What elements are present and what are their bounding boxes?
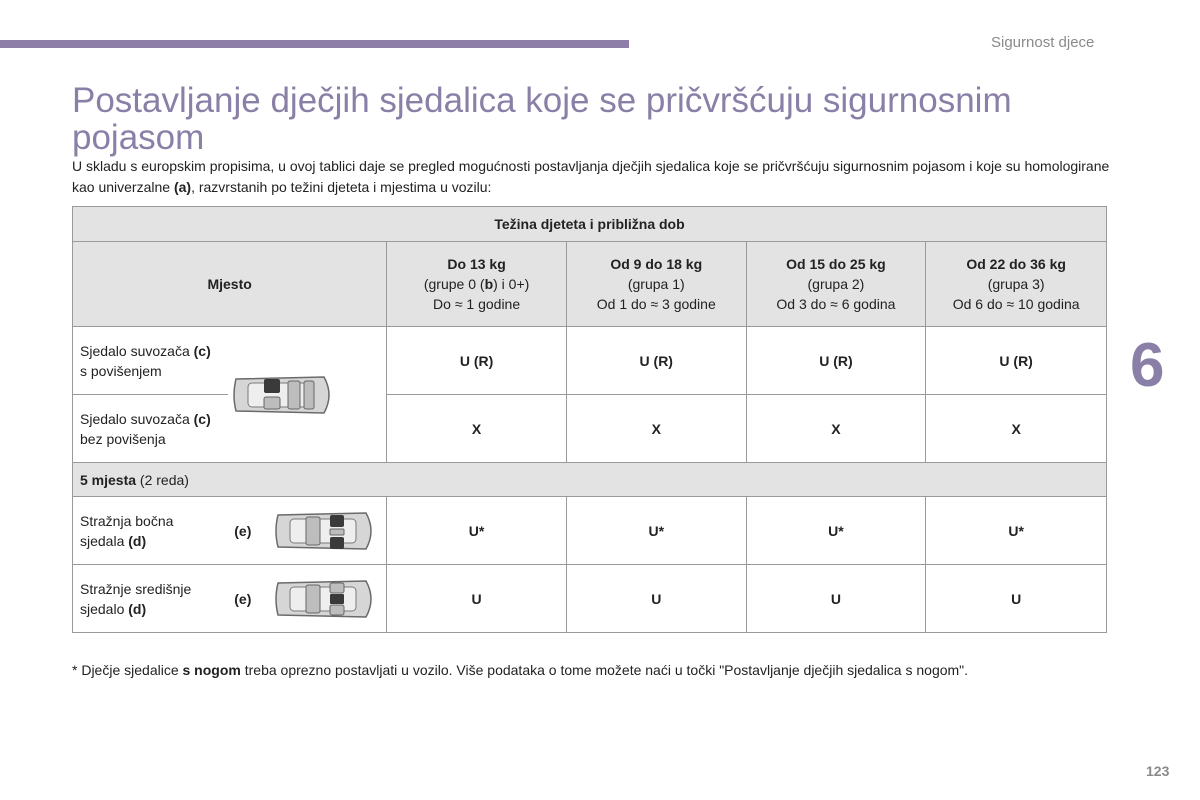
value-cell: U (R) xyxy=(746,327,926,395)
seat-label-rear: Stražnje središnje sjedalo (d) (e) xyxy=(73,565,387,633)
car-rear-center-seat-icon xyxy=(270,575,380,623)
column-header: Od 22 do 36 kg (grupa 3) Od 6 do ≈ 10 godina xyxy=(926,242,1107,327)
value-cell: X xyxy=(746,395,926,463)
note-e: (e) xyxy=(234,590,252,607)
header-accent-bar xyxy=(0,40,629,48)
value-cell: U xyxy=(566,565,746,633)
value-cell: X xyxy=(566,395,746,463)
value-cell: X xyxy=(387,395,567,463)
value-cell: U xyxy=(387,565,567,633)
value-cell: U (R) xyxy=(566,327,746,395)
note-e: (e) xyxy=(234,522,252,539)
value-cell: U (R) xyxy=(926,327,1107,395)
seat-label: Sjedalo suvozača (c) s povišenjem xyxy=(73,327,229,395)
car-front-seat-icon xyxy=(228,371,338,419)
seat-label: Sjedalo suvozača (c) bez povišenja xyxy=(73,395,229,463)
section-label: Sigurnost djece xyxy=(991,34,1095,51)
intro-paragraph: U skladu s europskim propisima, u ovoj tablici daje se pregled mogućnosti postavljanja dječjih sjedalica koje se pričvršćuju sigurnosnim pojasom i koje su homologirane kao univerzalne (a), razvrstanih po težini djeteta i mjestima u vozilu: xyxy=(72,158,1110,195)
value-cell: U xyxy=(926,565,1107,633)
child-seat-table xyxy=(72,206,1107,633)
value-cell: U* xyxy=(566,497,746,565)
car-rear-side-seat-icon xyxy=(270,507,380,555)
value-cell: X xyxy=(926,395,1107,463)
column-header: Do 13 kg (grupe 0 (b) i 0+) Do ≈ 1 godine xyxy=(387,242,567,327)
seat-label-rear: Stražnja bočna sjedala (d) (e) xyxy=(73,497,387,565)
value-cell: U* xyxy=(926,497,1107,565)
page-title: Postavljanje dječjih sjedalica koje se pričvršćuju sigurnosnim pojasom xyxy=(72,81,1012,157)
value-cell: U* xyxy=(387,497,567,565)
chapter-number: 6 xyxy=(1130,331,1165,400)
car-diagram-front xyxy=(228,327,386,463)
place-header: Mjesto xyxy=(73,242,387,327)
section-row: 5 mjesta (2 reda) xyxy=(73,463,1107,497)
weight-header: Težina djeteta i približna dob xyxy=(73,207,1107,242)
value-cell: U* xyxy=(746,497,926,565)
page-number: 123 xyxy=(1146,763,1170,779)
column-header: Od 9 do 18 kg (grupa 1) Od 1 do ≈ 3 godine xyxy=(566,242,746,327)
value-cell: U (R) xyxy=(387,327,567,395)
column-header: Od 15 do 25 kg (grupa 2) Od 3 do ≈ 6 godina xyxy=(746,242,926,327)
footnote: * Dječje sjedalice s nogom treba oprezno postavljati u vozilo. Više podataka o tome možete naći u točki "Postavljanje dječjih sjedalica s nogom". xyxy=(72,662,969,678)
value-cell: U xyxy=(746,565,926,633)
